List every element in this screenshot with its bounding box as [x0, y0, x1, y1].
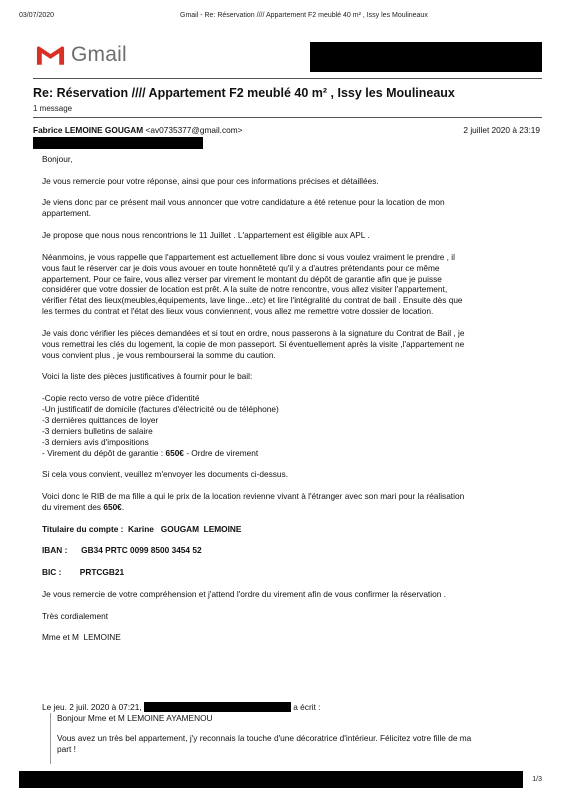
text-line: part !: [57, 743, 76, 754]
list-item: -Copie recto verso de votre pièce d'identité: [42, 393, 200, 404]
quote-intro: Le jeu. 2 juil. 2020 à 07:21,: [42, 702, 142, 712]
header-divider: [33, 78, 542, 79]
print-date: 03/07/2020: [19, 12, 55, 19]
transfer-amount: 650€: [103, 502, 122, 513]
paragraph: Si cela vous convient, veuillez m'envoyer les documents ci-dessus.: [42, 469, 288, 480]
redacted-footer-url: [19, 771, 523, 788]
signature: Mme et M LEMOINE: [42, 632, 121, 643]
text-line: vous convient plus , je vous rembourserai la somme du caution.: [42, 349, 276, 360]
paragraph: Je vous remercie pour votre réponse, ainsi que pour ces informations précises et détaillées.: [42, 175, 379, 186]
list-item: -Un justificatif de domicile (factures d'électricité ou de téléphone): [42, 404, 279, 415]
redacted-recipient: [33, 137, 203, 149]
list-item-prefix: - Virement du dépôt de garantie :: [42, 447, 166, 458]
message-date: 2 juillet 2020 à 23:19: [463, 125, 540, 135]
list-item-suffix: - Ordre de virement: [183, 447, 259, 458]
gmail-logo-text: Gmail: [71, 43, 127, 66]
bic: BIC : PRTCGB21: [42, 567, 125, 578]
message-count: 1 message: [33, 104, 73, 113]
closing: Très cordialement: [42, 610, 109, 621]
greeting: Bonjour,: [42, 154, 73, 164]
text-line: Je vais donc vérifier les pièces demandées et si tout en ordre, nous passerons à la signature du Contrat de Bail , je: [42, 327, 465, 338]
text-line: appartement.: [42, 208, 91, 219]
quoted-message: [50, 713, 547, 764]
list-item: [42, 448, 258, 458]
sender-line[interactable]: [33, 125, 242, 135]
text-line: vous faut le réserver car je dois vous avouer en toute honnêteté qu'il y a d'autres prétendants pour ce même: [42, 262, 440, 273]
list-item: -3 derniers bulletins de salaire: [42, 425, 153, 436]
text-fragment: .: [121, 502, 125, 513]
paragraph: Je vous remercie de votre compréhension et j'attend l'ordre du virement afin de vous confirmer la réservation .: [42, 588, 446, 599]
paragraph: [42, 491, 542, 513]
paragraph: Voici la liste des pièces justificatives à fournir pour le bail:: [42, 371, 253, 382]
deposit-amount: 650€: [165, 447, 184, 458]
list-item: -3 dernières quittances de loyer: [42, 414, 159, 425]
text-line: Voici donc le RIB de ma fille a qui le prix de la location revienne vivant à l'étranger avec son mari pour la réalisation: [42, 491, 465, 502]
iban: IBAN : GB34 PRTC 0099 8500 3454 52: [42, 545, 202, 556]
quote-header: [42, 702, 320, 712]
documents-list: [42, 393, 542, 458]
paragraph: [42, 197, 542, 219]
print-title: Gmail - Re: Réservation //// Appartement F2 meublé 40 m² , Issy les Moulineaux: [180, 12, 428, 19]
paragraph: Je propose que nous nous rencontrions le 11 Juillet . L'appartement est éligible aux APL .: [42, 230, 370, 241]
gmail-m-icon: [35, 43, 66, 67]
paragraph: [42, 328, 542, 361]
text-line: Néanmoins, je vous rappelle que l'appartement est actuellement libre donc si vous voulez vraiment le prendre , il: [42, 251, 455, 262]
redacted-quote-sender: [144, 702, 291, 712]
text-line: vérifier l'état des lieux(meubles,équipements, lave linge...etc) et lire l'intégralité du contrat de bail . Ensuite dès que: [42, 295, 463, 306]
text-line: vous remettrai les clés du logement, la copie de mon passeport. Si éventuellement après la visite ,l'appartement ne: [42, 338, 465, 349]
redacted-account: [310, 42, 542, 72]
text-line: appartement. Pour ce faire, vous allez verser par virement le montant du dépôt de garantie afin que je puisse: [42, 273, 442, 284]
paragraph: [42, 252, 542, 317]
sender-name: Fabrice LEMOINE GOUGAM: [33, 125, 144, 135]
account-holder: Titulaire du compte : Karine GOUGAM LEMOINE: [42, 523, 242, 534]
subject-divider: [33, 117, 542, 118]
sender-email: <av0735377@gmail.com>: [145, 125, 243, 135]
text-line: [42, 502, 124, 512]
quote-wrote: a écrit :: [293, 702, 321, 712]
message-body: [42, 154, 542, 654]
quote-line: [57, 733, 547, 755]
gmail-logo[interactable]: [35, 42, 130, 68]
list-item: -3 derniers avis d'impositions: [42, 436, 149, 447]
quote-line: Bonjour Mme et M LEMOINE AYAMENOU: [57, 713, 213, 723]
text-line: considérer que votre dossier de location est prêt. A la suite de notre rencontre, vous allez visiter l'appartement,: [42, 284, 448, 295]
text-line: les termes du contrat et l'état des lieux vous conviennent, vous allez me remettre votre dossier de location.: [42, 306, 434, 317]
text-line: Vous avez un très bel appartement, j'y reconnais la touche d'une décoratrice d'intérieur. Félicitez votre fille de ma: [57, 732, 472, 743]
text-fragment: du virement des: [42, 502, 104, 513]
text-line: Je viens donc par ce présent mail vous annoncer que votre candidature a été retenue pour la location de mon: [42, 197, 445, 208]
page-number: 1/3: [532, 776, 542, 783]
thread-subject: Re: Réservation //// Appartement F2 meublé 40 m² , Issy les Moulineaux: [33, 86, 455, 100]
